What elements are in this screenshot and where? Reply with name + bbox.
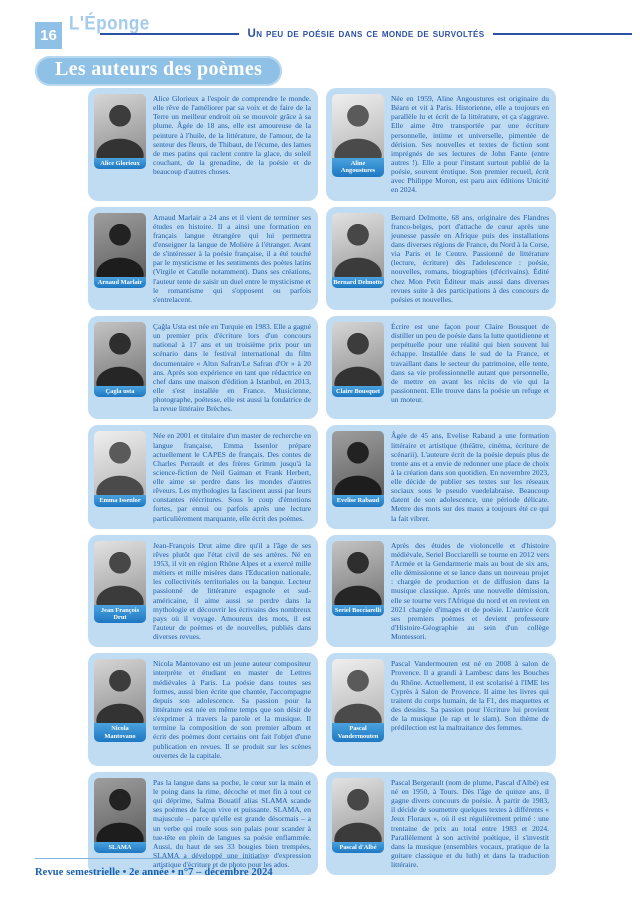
- author-photo: [94, 431, 146, 495]
- author-card-arnaud-marlair: [88, 207, 318, 310]
- author-photo: [94, 659, 146, 723]
- author-name-label: Seriel Bocciarelli: [332, 605, 384, 616]
- author-bio: Âgée de 45 ans, Evelise Rabaud a une formation littéraire et artistique (théâtre, cinéma, écriture de scénarii). L'auteure écrit de la poésie depuis plus de trente ans et a envie de redonner une place de choix à la création dans son quotidien. En novembre 2023, elle décide de publier ses textes sur les réseaux sociaux sous le pseudo vuedelabraise. Beaucoup datent de son adolescence, une période délicate. Mettre des mots sur des maux a toujours été ce qui la fait vibrer.: [391, 431, 549, 523]
- author-card-seriel-bocciarelli: [326, 535, 556, 648]
- author-photo: [332, 322, 384, 386]
- author-card-emma-issenlor: [88, 425, 318, 528]
- author-card-pascal-vandermouten: [326, 653, 556, 766]
- author-photo-frame: [94, 541, 146, 624]
- author-photo-frame: [332, 431, 384, 506]
- magazine-logo: L'Éponge: [69, 12, 150, 34]
- author-photo-frame: [332, 322, 384, 397]
- author-name-label: Arnaud Marlair: [94, 277, 146, 288]
- header-rule-left: [100, 33, 239, 35]
- author-bio: Bernard Delmotte, 68 ans, originaire des Flandres franco-belges, port d'attache de cœur après une jeunesse passée en Afrique puis des installations dans diverses régions de France, du Nord à la Corse, via Paris et le Centre. Passionné de littérature (lecture, écriture) dès l'adolescence : poésie, nouvelles, romans, biographies (d'écrivains). Édité chez Mon Petit Éditeur mais aussi dans diverses revues suite à des participations à des concours de poésies et nouvelles.: [391, 212, 549, 304]
- author-photo-frame: [94, 322, 146, 397]
- author-photo-frame: [94, 94, 146, 169]
- author-photo: [332, 431, 384, 495]
- author-card-nicola-mantovano: [88, 653, 318, 766]
- author-name-label: Nicola Mantovano: [94, 723, 146, 742]
- author-photo: [332, 778, 384, 842]
- author-name-label: Çagla usta: [94, 386, 146, 397]
- author-card-alice-glorieux: [88, 88, 318, 201]
- author-bio: Après des études de violoncelle et d'histoire médiévale, Seriel Bocciarelli se tourne en 2012 vers l'Armée et la Gendarmerie mais au bout de six ans, elle démissionne et se lance dans un nouveau projet : chargée de production et de diffusion dans la musique classique. Après une nouvelle démission, elle se tourne vers l'Afrique du nord et en revient en 2021 chargée d'images et de poésie. L'autrice écrit ses premiers poèmes et devient professeure d'Histoire-Géographie au sein d'un collège Montessori.: [391, 540, 549, 642]
- section-title-pill: [35, 56, 282, 86]
- author-card-bernard-delmotte: [326, 207, 556, 310]
- author-photo: [332, 94, 384, 158]
- author-photo-frame: [332, 659, 384, 742]
- author-bio: Écrire est une façon pour Claire Bousquet de distiller un peu de poésie dans la lutte quotidienne et perpétuelle pour une réalité qui bien souvent lui échappe. Installée dans le sud de la France, et travaillant dans le secteur du patrimoine, elle tente, dans sa vie professionnelle autant que personnelle, de mettre en avant les récits de vie qui la passionnent. Elle trouve dans la poésie un refuge et un moteur.: [391, 321, 549, 405]
- author-photo: [332, 213, 384, 277]
- author-name-label: Aline Angoustures: [332, 158, 384, 177]
- author-photo: [94, 778, 146, 842]
- author-photo: [94, 94, 146, 158]
- author-bio: Jean-François Drut aime dire qu'il a l'âge de ses rêves plutôt que l'état civil de ses artères. Né en 1953, il vit en région Rhône Alpes et a exercé mille métiers et mille misères dans l'Education nationale, les collectivités territoriales ou la banque. Lecteur passionné de littérature espagnole et sud-américaine, il aime aussi se perdre dans la mythologie et découvrir les écrivains des nombreux pays où il voyage. Amoureux des mots, il est l'auteur de poèmes et de nouvelles, publiés dans diverses revues.: [153, 540, 311, 642]
- author-photo-frame: [94, 213, 146, 288]
- author-name-label: Bernard Delmotte: [332, 277, 384, 288]
- author-photo: [332, 659, 384, 723]
- author-card-agla-usta: [88, 316, 318, 419]
- author-bio: Née en 2001 et titulaire d'un master de recherche en langue française, Emma Issenlor prépare actuellement le CAPES de français. Des contes de Charles Perrault et des frères Grimm jusqu'à la science-fiction de Neil Gaiman et Frank Herbert, elle aime se perdre dans les mondes d'autres rêveurs. Les mythologies la fascinent aussi par leurs constantes réécritures. Sous le coup d'émotions fortes, par ennui ou parfois après une lecture particulièrement marquante, elle écrit des poèmes.: [153, 431, 311, 523]
- author-card-pascal-d-alb: [326, 772, 556, 875]
- author-photo: [94, 322, 146, 386]
- author-photo-frame: [332, 778, 384, 853]
- section-title: Les auteurs des poèmes: [55, 58, 263, 80]
- authors-grid: [88, 88, 556, 875]
- header-rule-right: [493, 33, 632, 35]
- author-photo-frame: [332, 94, 384, 177]
- author-name-label: Pascal d'Albé: [332, 842, 384, 853]
- author-name-label: Pascal Vandermouten: [332, 723, 384, 742]
- author-name-label: Jean François Drut: [94, 605, 146, 624]
- author-bio: Pas la langue dans sa poche, le cœur sur la main et le poing dans la rime, décoche et met fin à tout ce qui déprime, Salma Bouatif alias SLAMA scande ses poèmes de façon vive et puissante. SLAMA, en majuscule – parce qu'elle est grande désormais – a un verbe qui roule sous son palais pour scander à tue-tête en plein de langues sa poésie enflammée. Aussi, du haut de ses 33 bougies bien trempées, SLAMA a développé une initiative d'expression artistique d'écriture et de photo pour les ados.: [153, 777, 311, 870]
- author-card-claire-bousquet: [326, 316, 556, 419]
- author-name-label: Alice Glorieux: [94, 158, 146, 169]
- header-rule-row: [100, 28, 632, 40]
- author-photo-frame: [94, 659, 146, 742]
- author-name-label: SLAMA: [94, 842, 146, 853]
- author-name-label: Evelise Rabaud: [332, 495, 384, 506]
- author-name-label: Claire Bousquet: [332, 386, 384, 397]
- page-title: Un peu de poésie dans ce monde de survoltés: [247, 28, 485, 40]
- author-bio: Arnaud Marlair a 24 ans et il vient de terminer ses études en histoire. Il a ainsi une formation en français langue étrangère qui lui permettra d'enseigner la langue de Molière à l'étranger. Avant de s'intéresser à la poésie française, il a été touché par le mysticisme et les sentiments des poètes latins (Virgile et Catulle notamment). Dans ses créations, l'auteur tente de saisir un duel entre le mysticisme et le romantisme qui s'opposent ou parfois s'entrelacent.: [153, 212, 311, 304]
- page-footer: [35, 858, 273, 880]
- author-bio: Alice Glorieux a l'espoir de comprendre le monde. elle rêve de l'améliorer par sa voix et de faire de la Terre un meilleur endroit où se mouvoir grâce à sa plume. Âgée de 18 ans, elle est amoureuse de la peinture à l'huile, de la littérature, de l'amour, de la senteur des fleurs, de Thibaut, de l'écume, des lames de mes patins qui raclent contre la glace, du soleil couchant, de la grenadine, de la poésie et de beaucoup d'autres choses.: [153, 94, 311, 177]
- author-photo: [94, 213, 146, 277]
- author-photo-frame: [94, 431, 146, 506]
- author-photo-frame: [332, 213, 384, 288]
- author-bio: Çağla Usta est née en Turquie en 1983. Elle a gagné un premier prix d'écriture lors d'un concours national à 17 ans et un troisième prix pour un scénario dans le festival international du film documentaire « Altın Safran/Le Safran d'Or » à 20 ans. Après son expérience en tant que rédactrice en chef dans une maison d'édition à Istanbul, en 2013, elle s'est installée en France. Musicienne, photographe, poétesse, elle est aussi la fondatrice de la revue littéraire Brèches.: [153, 321, 311, 414]
- author-photo-frame: [332, 541, 384, 616]
- author-bio: Pascal Vandermouten est né en 2008 à salon de Provence. Il a grandi à Lambesc dans les Bouches du Rhône. Actuellement, il est scolarisé à l'IME les Cyprès à Salon de Provence. Il aime les livres qui traitent du corps humain, de la F1, des maquettes et des dessins. Sa passion pour l'écriture lui provient de la musique (le rap et le slam). Son thème de prédilection est la maltraitance des femmes.: [391, 659, 549, 733]
- author-bio: Nicola Mantovano est un jeune auteur compositeur interprète et étudiant en master de Lettres médiévales à Paris. La poésie dans toutes ses formes, aussi bien écrite que chantée, l'accompagne depuis son adolescence. Sa passion pour la littérature est née en même temps que son désir de s'exprimer à travers la parole et la musique. Il termine la composition de son premier album et écrit des poèmes dont certains ont fait l'objet d'une publication en revues. Il se produit sur les scènes ouvertes de la capitale.: [153, 659, 311, 760]
- page-number-badge: 16: [35, 22, 62, 49]
- author-bio: Née en 1959, Aline Angoustures est originaire du Béarn et vit à Paris. Historienne, elle a toujours en parallèle lu et écrit de la littérature, et ça s'aggrave. Elle aime être transportée par une écriture personnelle, intime et universelle, pimentée de dérision. Ses nouvelles et textes de fiction sont imprégnés de ses lectures de John Fante (entre autres !). Elle a pour l'instant surtout publié de la poésie, souvent érotique. Son premier recueil, écrit avec Philippe Moron, est paru aux éditions Unicité en 2024.: [391, 94, 549, 195]
- author-photo-frame: [94, 778, 146, 853]
- author-bio: Pascal Bergerault (nom de plume, Pascal d'Albé) est né en 1950, à Tours. Dès l'âge de quinze ans, il gagne divers concours de poésie. À partir de 1983, il décide de soumettre quelques textes à différents « Jeux Floraux », où il est régulièrement primé : une trentaine de prix au total entre 1983 et 2024. Parallèlement à son activité poétique, il s'investit dans la musique (ensembles vocaux, pratique de la guitare classique et du luth) et dans la traduction littéraire.: [391, 777, 549, 870]
- footer-edition-info: Revue semestrielle • 2e année • n°7 – décembre 2024: [35, 867, 273, 878]
- author-card-aline-angoustures: [326, 88, 556, 201]
- author-card-jean-fran-ois-drut: [88, 535, 318, 648]
- author-photo: [94, 541, 146, 605]
- author-card-evelise-rabaud: [326, 425, 556, 528]
- author-photo: [332, 541, 384, 605]
- author-name-label: Emma Issenlor: [94, 495, 146, 506]
